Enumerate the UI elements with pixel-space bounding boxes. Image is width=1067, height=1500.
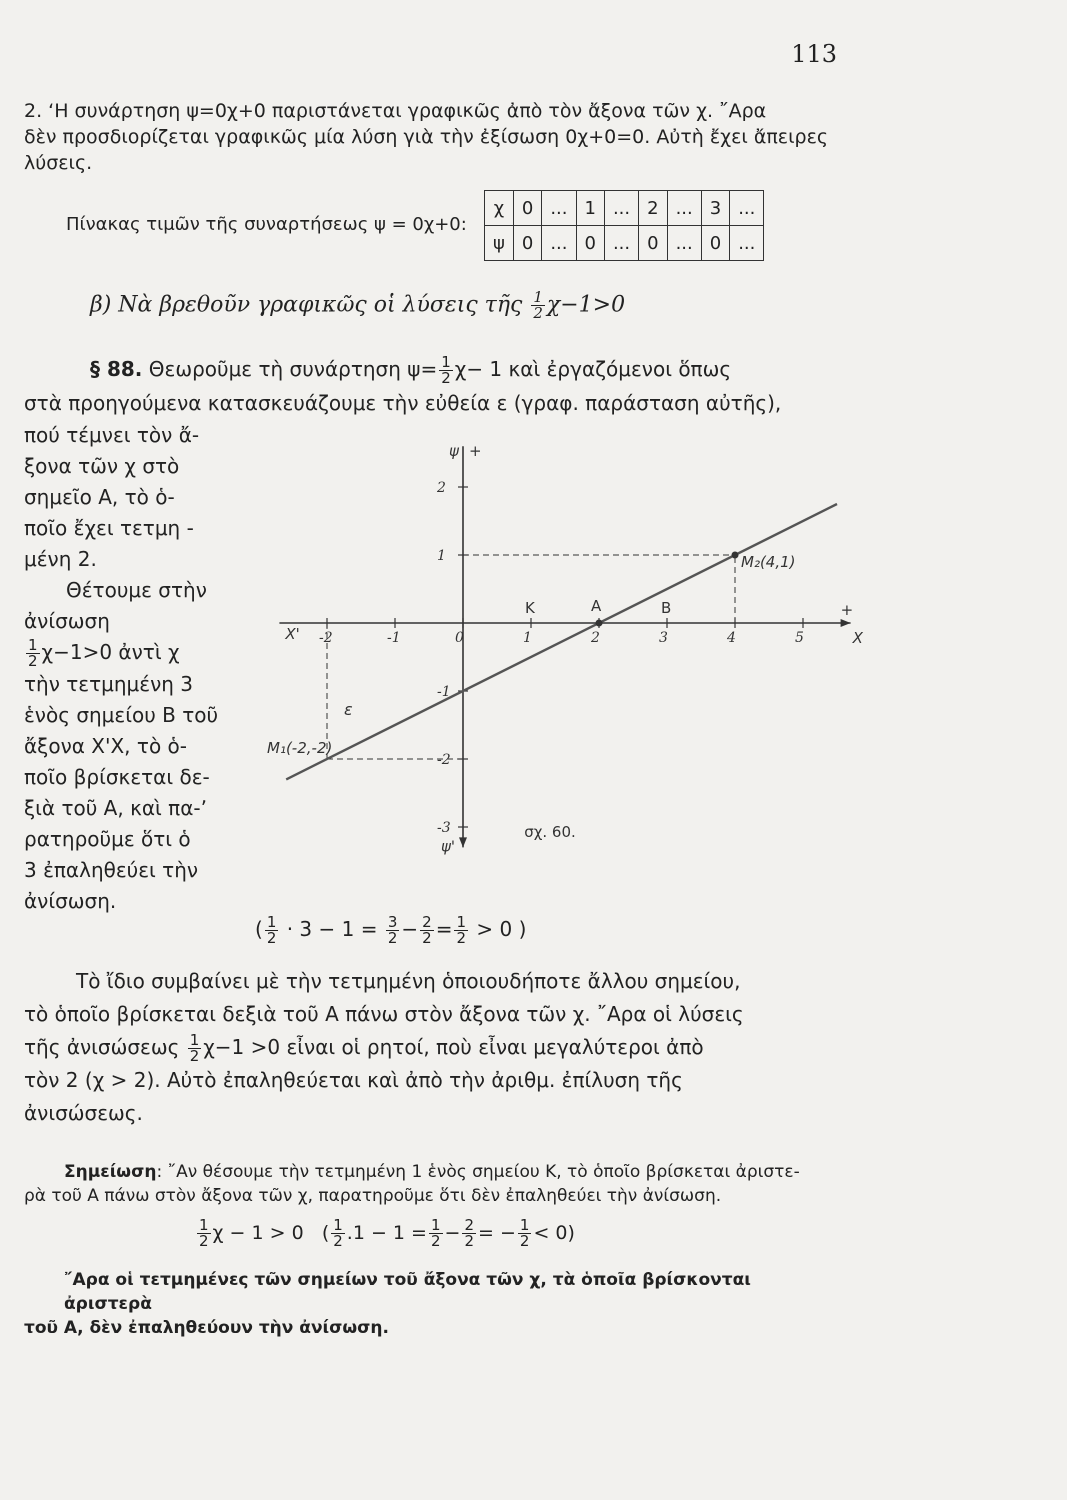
heading-beta-text: β) Νὰ βρεθοῦν γραφικῶς οἱ λύσεις τῆς xyxy=(90,292,523,318)
conclusion-block xyxy=(24,1268,844,1340)
fraction xyxy=(331,1218,345,1249)
fraction xyxy=(462,1218,476,1249)
side-line: ἄξονα Χ'Χ, τὸ ὁ- xyxy=(24,734,187,758)
point-label: M₂(4,1) xyxy=(741,553,796,571)
frac-num: 1 xyxy=(28,636,38,654)
y-tick-label: -3 xyxy=(437,820,451,836)
calc-text: = − xyxy=(478,1222,516,1244)
side-line: ξονα τῶν χ στὸ xyxy=(24,454,180,478)
side-line: ποῖο ἔχει τετμη - xyxy=(24,516,194,540)
frac-num: 1 xyxy=(333,1216,343,1234)
page-number: 113 xyxy=(791,40,837,68)
table-cell: ψ xyxy=(485,226,514,261)
point-marker xyxy=(732,552,739,559)
table-row xyxy=(485,226,764,261)
note-block xyxy=(24,1160,844,1208)
table-cell: ... xyxy=(667,191,701,226)
x-tick-label: 0 xyxy=(455,630,464,646)
fraction xyxy=(429,1218,443,1249)
fraction xyxy=(386,915,400,946)
table-caption: Πίνακας τιμῶν τῆς συναρτήσεως ψ = 0χ+0: xyxy=(66,214,467,235)
x-tick-label: 2 xyxy=(591,630,600,646)
frac-den: 2 xyxy=(28,652,38,670)
x-pos-label: Χ xyxy=(852,629,863,647)
side-line-tail: χ−1>0 ἀντὶ χ xyxy=(41,640,180,664)
note-label: Σημείωση xyxy=(64,1162,157,1182)
frac-den: 2 xyxy=(441,369,451,387)
fraction xyxy=(265,915,279,946)
fraction xyxy=(420,915,434,946)
para88-line1a: Θεωροῦμε τὴ συνάρτηση ψ= xyxy=(148,357,438,381)
side-line: τὴν τετμημένη 3 xyxy=(24,672,194,696)
table-cell: ... xyxy=(542,191,576,226)
fraction xyxy=(531,290,545,321)
point-label: K xyxy=(525,599,535,617)
calc-text: − xyxy=(444,1222,461,1244)
frac-num: 2 xyxy=(464,1216,474,1234)
side-line xyxy=(24,637,234,669)
x-tick-label: 4 xyxy=(727,630,736,646)
para2-line1: 2. ‘Η συνάρτηση ψ=0χ+0 παριστάνεται γραφικῶς ἀπὸ τὸν ἄξονα τῶν χ. ῎Αρα xyxy=(24,100,767,122)
para2-line3: λύσεις. xyxy=(24,152,93,174)
para-line: τὸν 2 (χ > 2). Αὐτὸ ἐπαληθεύεται καὶ ἀπὸ τὴν ἀριθμ. ἐπίλυση τῆς xyxy=(24,1068,683,1092)
side-line: ξιὰ τοῦ Α, καὶ πα-ʼ xyxy=(24,796,207,820)
table-cell: ... xyxy=(730,191,764,226)
frac-den: 2 xyxy=(533,304,543,322)
table-cell: ... xyxy=(667,226,701,261)
table-cell: 1 xyxy=(576,191,604,226)
frac-num: 1 xyxy=(533,288,543,306)
side-line: μένη 2. xyxy=(24,547,97,571)
conclusion-line2: τοῦ Α, δὲν ἐπαληθεύουν τὴν ἀνίσωση. xyxy=(24,1318,389,1338)
calc-text: · 3 − 1 = xyxy=(286,917,378,941)
point-label: B xyxy=(661,599,672,617)
conclusion-line1: ῎Αρα οἱ τετμημένες τῶν σημείων τοῦ ἄξονα τῶν χ, τὰ ὁποῖα βρίσκονται ἀριστερὰ xyxy=(64,1270,751,1314)
frac-den: 2 xyxy=(199,1232,209,1250)
calc-check-1 xyxy=(195,1218,1007,1249)
calc-text: χ − 1 > 0 xyxy=(212,1222,304,1244)
para-text: τῆς ἀνισώσεως xyxy=(24,1035,180,1059)
y-tick-label: -2 xyxy=(437,752,451,768)
calc-text: − xyxy=(401,917,419,941)
paragraph-2 xyxy=(24,98,836,176)
frac-den: 2 xyxy=(422,929,432,947)
table-cell: 0 xyxy=(513,226,541,261)
point-label: A xyxy=(591,597,602,615)
y-plus-label: + xyxy=(469,442,482,461)
point-marker xyxy=(596,620,603,627)
para2-line2: δὲν προσδιορίζεται γραφικῶς μία λύση γιὰ τὴν ἐξίσωση 0χ+0=0. Αὐτὴ ἔχει ἄπειρες xyxy=(24,126,828,148)
para-text: χ−1 >0 εἶναι οἱ ρητοί, ποὺ εἶναι μεγαλύτεροι ἀπὸ xyxy=(203,1035,704,1059)
calc-text: ( xyxy=(255,917,263,941)
table-row xyxy=(485,191,764,226)
x-tick-label: -2 xyxy=(319,630,333,646)
table-cell: 2 xyxy=(639,191,667,226)
table-cell: 0 xyxy=(701,226,729,261)
frac-den: 2 xyxy=(189,1047,200,1065)
table-cell: ... xyxy=(604,191,638,226)
fraction xyxy=(188,1033,202,1064)
line-epsilon-label: ε xyxy=(344,699,353,719)
para-line: ἀνισώσεως. xyxy=(24,1101,143,1125)
frac-num: 1 xyxy=(430,1216,441,1234)
side-line: ποῖο βρίσκεται δε- xyxy=(24,765,210,789)
side-line: πού τέμνει τὸν ἄ- xyxy=(24,423,200,447)
calc-text: ( xyxy=(321,1222,330,1244)
table-cell: 0 xyxy=(576,226,604,261)
frac-den: 2 xyxy=(464,1232,474,1250)
frac-num: 1 xyxy=(189,1031,200,1049)
side-line: Θέτουμε στὴν xyxy=(66,578,207,602)
figure-caption: σχ. 60. xyxy=(524,823,576,842)
table-cell: 3 xyxy=(701,191,729,226)
note-line1 xyxy=(24,1160,844,1184)
side-line: ρατηροῦμε ὅτι ὁ xyxy=(24,827,191,851)
frac-den: 2 xyxy=(333,1232,343,1250)
frac-num: 3 xyxy=(387,913,398,931)
fraction xyxy=(518,1218,532,1249)
y-tick-label: 1 xyxy=(437,548,446,564)
side-line: ἀνίσωση xyxy=(24,609,110,633)
para-line: Τὸ ἴδιο συμβαίνει μὲ τὴν τετμημένη ὁποιουδήποτε ἄλλου σημείου, xyxy=(76,969,741,993)
table-cell: ... xyxy=(730,226,764,261)
x-tick-label: 3 xyxy=(659,630,668,646)
y-pos-label: ψ xyxy=(449,442,459,461)
fraction xyxy=(197,1218,211,1249)
fraction xyxy=(454,915,468,946)
para-line xyxy=(24,1031,836,1064)
para88-line2: στὰ προηγούμενα κατασκευάζουμε τὴν εὐθεία ε (γραφ. παράσταση αὐτῆς), xyxy=(24,391,782,415)
heading-beta xyxy=(90,290,902,321)
side-line: σημεῖο Α, τὸ ὁ- xyxy=(24,485,175,509)
values-table xyxy=(484,190,764,261)
fraction xyxy=(439,355,453,386)
calc-text: > 0 ) xyxy=(476,917,527,941)
paragraph-88 xyxy=(24,352,836,420)
frac-num: 1 xyxy=(266,913,277,931)
calc-check-3 xyxy=(255,915,1067,946)
frac-den: 2 xyxy=(456,929,467,947)
line-epsilon xyxy=(286,504,837,779)
frac-den: 2 xyxy=(519,1232,530,1250)
frac-num: 1 xyxy=(441,353,451,371)
para88-line1b: χ− 1 καὶ ἐργαζόμενοι ὅπως xyxy=(454,357,732,381)
note-line2: ρὰ τοῦ Α πάνω στὸν ἄξονα τῶν χ, παρατηροῦμε ὅτι δὲν ἐπαληθεύει τὴν ἀνίσωση. xyxy=(24,1186,722,1206)
x-axis-arrow xyxy=(841,619,851,627)
side-line: ἀνίσωση. xyxy=(24,889,117,913)
y-tick-label: -1 xyxy=(437,684,451,700)
side-text xyxy=(24,420,234,917)
x-tick-label: 1 xyxy=(523,630,532,646)
table-cell: 0 xyxy=(513,191,541,226)
frac-den: 2 xyxy=(266,929,277,947)
frac-num: 1 xyxy=(519,1216,530,1234)
frac-num: 2 xyxy=(422,913,432,931)
side-line: 3 ἐπαληθεύει τὴν xyxy=(24,858,199,882)
frac-num: 1 xyxy=(199,1216,209,1234)
y-tick-label: 2 xyxy=(437,480,446,496)
table-cell: χ xyxy=(485,191,514,226)
table-cell: ... xyxy=(542,226,576,261)
x-neg-label: Χ' xyxy=(285,625,300,643)
calc-text: = xyxy=(435,917,453,941)
side-line: ἑνὸς σημείου Β τοῦ xyxy=(24,703,219,727)
x-plus-label: + xyxy=(840,601,854,619)
section-number: § 88. xyxy=(90,357,143,381)
frac-num: 1 xyxy=(456,913,467,931)
x-tick-label: -1 xyxy=(387,630,401,646)
frac-den: 2 xyxy=(387,929,398,947)
calc-text: < 0) xyxy=(533,1222,575,1244)
calc-text: .1 − 1 = xyxy=(346,1222,427,1244)
y-axis-arrow xyxy=(459,837,467,847)
para88-line1 xyxy=(24,352,836,386)
table-cell: 0 xyxy=(639,226,667,261)
frac-den: 2 xyxy=(430,1232,441,1250)
table-cell: ... xyxy=(604,226,638,261)
x-tick-label: 5 xyxy=(795,630,804,646)
para-line: τὸ ὁποῖο βρίσκεται δεξιὰ τοῦ Α πάνω στὸν ἄξονα τῶν χ. ῎Αρα οἱ λύσεις xyxy=(24,1002,744,1026)
y-neg-label: ψ' xyxy=(441,837,456,856)
heading-beta-tail: χ−1>0 xyxy=(546,292,626,318)
fraction xyxy=(26,638,40,669)
paragraph-same xyxy=(24,965,836,1130)
graph-figure xyxy=(240,435,863,880)
point-label: M₁(-2,-2) xyxy=(267,739,333,757)
note-text: : ῎Αν θέσουμε τὴν τετμημένη 1 ἑνὸς σημείου Κ, τὸ ὁποῖο βρίσκεται ἀριστε- xyxy=(156,1162,800,1182)
